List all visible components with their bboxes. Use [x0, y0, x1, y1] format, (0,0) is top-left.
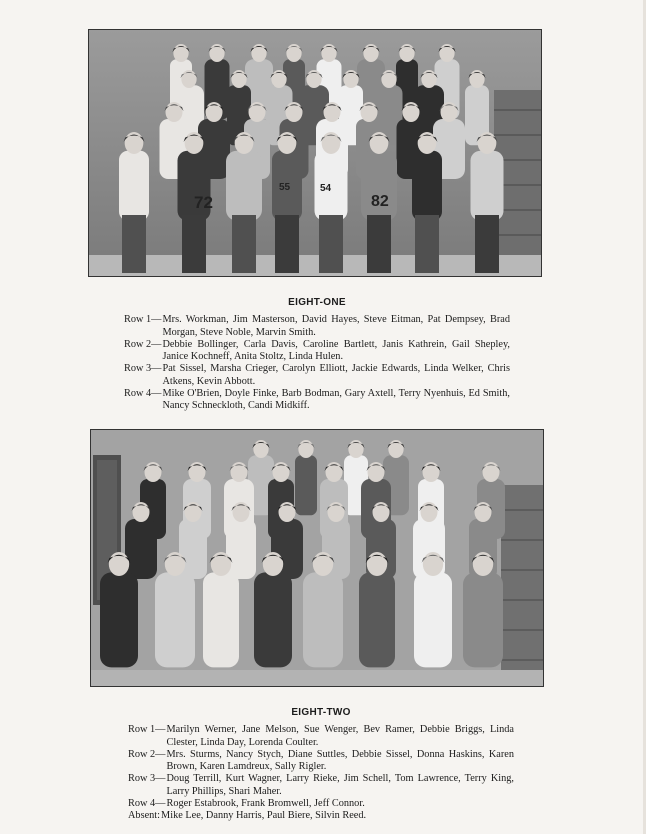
row-label: Row 3— — [128, 773, 166, 785]
row-label: Row 4— — [128, 798, 166, 810]
row-label: Row 2— — [124, 338, 162, 350]
roster-row — [124, 314, 510, 339]
roster-row — [128, 810, 514, 822]
student-legs — [275, 215, 299, 273]
row-names: Doug Terrill, Kurt Wagner, Larry Rieke, Jim Schell, Tom Lawrence, Terry King, Larry Phillips, Shari Maher. — [166, 773, 514, 797]
row-label: Row 1— — [124, 314, 162, 326]
section-title: EIGHT-ONE — [288, 297, 346, 308]
student-legs — [182, 215, 206, 273]
student-legs — [319, 215, 343, 273]
student-legs — [232, 215, 256, 273]
class-photo-eight-two-image — [91, 430, 543, 686]
student-legs — [475, 215, 499, 273]
row-names: Mike O'Brien, Doyle Finke, Barb Bodman, Gary Axtell, Terry Nyenhuis, Ed Smith, Nancy Schneckloth, Candi Midkiff. — [162, 388, 510, 412]
row-label: Absent: — [128, 810, 161, 822]
jersey-number-54: 54 — [320, 183, 332, 194]
roster-row — [124, 339, 510, 364]
row-label: Row 2— — [128, 748, 166, 760]
caption-eight-one — [124, 297, 510, 413]
row-names: Pat Sissel, Marsha Crieger, Carolyn Elliott, Jackie Edwards, Linda Welker, Chris Atkens, Kevin Abbott. — [162, 363, 510, 387]
jersey-number-82: 82 — [371, 193, 389, 210]
roster-row — [128, 773, 514, 798]
row-names: Marilyn Werner, Jane Melson, Sue Wenger, Bev Ramer, Debbie Briggs, Linda Clester, Linda Day, Lorenda Coulter. — [166, 724, 514, 748]
student-legs — [415, 215, 439, 273]
row-label: Row 4— — [124, 388, 162, 400]
row-names: Mike Lee, Danny Harris, Paul Biere, Silvin Reed. — [161, 810, 367, 822]
roster-row — [128, 749, 514, 774]
student-legs — [367, 215, 391, 273]
roster-row — [124, 388, 510, 413]
row-names: Mrs. Sturms, Nancy Stych, Diane Suttles, Debbie Sissel, Donna Haskins, Karen Brown, Karen Lamdreux, Sally Rigler. — [166, 748, 514, 773]
jersey-number-55: 55 — [279, 182, 291, 193]
section-title: EIGHT-TWO — [291, 707, 351, 718]
jersey-number-72: 72 — [194, 193, 213, 212]
roster-row — [124, 363, 510, 388]
class-photo-eight-two — [90, 429, 544, 687]
row-names: Roger Estabrook, Frank Bromwell, Jeff Connor. — [166, 798, 365, 810]
student-legs — [122, 215, 146, 273]
caption-eight-two — [128, 707, 514, 823]
row-label: Row 1— — [128, 724, 166, 736]
class-photo-eight-one — [88, 29, 542, 277]
roster-row — [128, 798, 514, 810]
row-label: Row 3— — [124, 363, 162, 375]
row-names: Debbie Bollinger, Carla Davis, Caroline Bartlett, Janis Kathrein, Gail Shepley, Janice Kochneff, Anita Stoltz, Linda Hulen. — [162, 338, 510, 363]
row-names: Mrs. Workman, Jim Masterson, David Hayes, Steve Eitman, Pat Dempsey, Brad Morgan, Steve Noble, Marvin Smith. — [162, 314, 510, 338]
class-photo-eight-one-image — [89, 30, 541, 276]
roster-row — [128, 724, 514, 749]
